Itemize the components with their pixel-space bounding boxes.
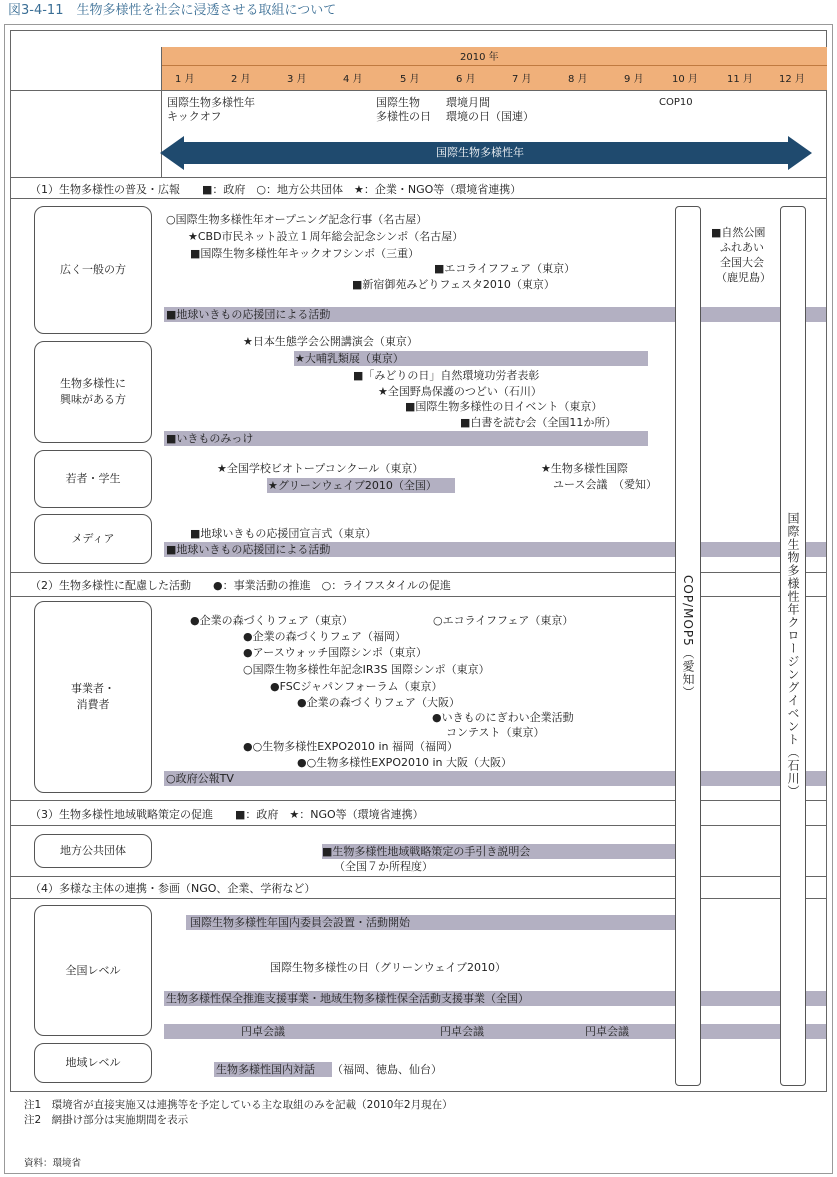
note: 注2 網掛け部分は実施期間を表示 — [24, 1114, 189, 1126]
event-item: ■「みどりの日」自然環境功労者表彰 — [353, 369, 540, 382]
event-item: ★大哺乳類展（東京） — [295, 352, 404, 365]
event-item: ●企業の森づくりフェア（東京） — [190, 614, 354, 627]
event-item: ■エコライフフェア（東京） — [434, 262, 576, 275]
row-label-business: 事業者・ 消費者 — [34, 601, 152, 793]
event-item: （全国７か所程度） — [334, 860, 433, 873]
event-item: ●○生物多様性EXPO2010 in 福岡（福岡） — [243, 740, 458, 753]
event-item: ■生物多様性地域戦略策定の手引き説明会 — [322, 845, 531, 858]
event-kickoff: キックオフ — [167, 110, 222, 123]
event-item: ★全国野鳥保護のつどい（石川） — [378, 385, 542, 398]
event-item: （鹿児島） — [716, 271, 771, 284]
event-item: （福岡、徳島、仙台） — [332, 1063, 442, 1076]
event-item: ■白書を読む会（全国11か所） — [460, 416, 617, 429]
event-item: 円卓会議 — [585, 1025, 629, 1038]
event-item: ★グリーンウェイブ2010（全国） — [268, 479, 437, 492]
section-heading: （2）生物多様性に配慮した活動 ●：事業活動の推進 ○：ライフスタイルの促進 — [30, 579, 451, 592]
event-item: ふれあい — [720, 241, 764, 254]
month-label: 4 月 — [343, 74, 363, 85]
month-label: 11 月 — [727, 74, 753, 85]
event-item: ■新宿御苑みどりフェスタ2010（東京） — [352, 278, 555, 291]
month-label: 7 月 — [512, 74, 532, 85]
event-item: ●いきものにぎわい企業活動 — [432, 711, 574, 724]
section-heading: （3）生物多様性地域戦略策定の促進 ■：政府 ★：NGO等（環境省連携） — [30, 808, 424, 821]
event-item: ○エコライフフェア（東京） — [433, 614, 574, 627]
event-item: 生物多様性国内対話 — [216, 1063, 315, 1076]
event-item: ○国際生物多様性年記念IR3S 国際シンポ（東京） — [243, 663, 490, 676]
row-label-media: メディア — [34, 514, 152, 564]
event-item: ●企業の森づくりフェア（大阪） — [297, 696, 461, 709]
row-label-local-gov: 地方公共団体 — [34, 834, 152, 868]
event-item: ○国際生物多様性年オープニング記念行事（名古屋） — [166, 213, 428, 226]
event-item: 生物多様性保全推進支援事業・地域生物多様性保全活動支援事業（全国） — [166, 992, 529, 1005]
month-label: 8 月 — [568, 74, 588, 85]
section-heading: （4）多様な主体の連携・参画（NGO、企業、学術など） — [30, 882, 316, 895]
month-label: 6 月 — [456, 74, 476, 85]
event-env-month: 環境月間 — [446, 96, 490, 109]
source-note: 資料：環境省 — [24, 1158, 82, 1169]
event-item: 全国大会 — [720, 256, 764, 269]
event-item: ■地球いきもの応援団による活動 — [166, 308, 331, 321]
event-item: ★CBD市民ネット設立１周年総会記念シンポ（名古屋） — [188, 230, 464, 243]
event-item: ●○生物多様性EXPO2010 in 大阪（大阪） — [297, 756, 512, 769]
event-item: ■地球いきもの応援団による活動 — [166, 543, 331, 556]
event-item: ★日本生態学会公開講演会（東京） — [243, 335, 418, 348]
event-biodiversity-day: 多様性の日 — [376, 110, 431, 123]
event-biodiversity-day: 国際生物 — [376, 96, 420, 109]
row-label-regional: 地域レベル — [34, 1043, 152, 1083]
event-cop10: COP10 — [659, 97, 693, 108]
event-item: 円卓会議 — [440, 1025, 484, 1038]
row-label-youth: 若者・学生 — [34, 450, 152, 508]
month-label: 1 月 — [175, 74, 195, 85]
closing-event-label: 国際生物多様性年クロージングイベント（石川） — [786, 512, 800, 798]
event-item: ●アースウォッチ国際シンポ（東京） — [243, 646, 428, 659]
event-item: 円卓会議 — [241, 1025, 285, 1038]
row-label-general: 広く一般の方 — [34, 206, 152, 334]
note: 注1 環境省が直接実施又は連携等を予定している主な取組のみを記載（2010年2月現在） — [24, 1099, 453, 1111]
month-label: 10 月 — [672, 74, 698, 85]
year-label: 2010 年 — [460, 52, 499, 63]
event-item: ★生物多様性国際 — [541, 462, 628, 475]
event-item: 国際生物多様性年国内委員会設置・活動開始 — [190, 916, 410, 929]
month-label: 2 月 — [231, 74, 251, 85]
event-kickoff: 国際生物多様性年 — [167, 96, 255, 109]
event-item: ●企業の森づくりフェア（福岡） — [243, 630, 407, 643]
event-item: ■自然公園 — [711, 226, 766, 239]
row-label-national: 全国レベル — [34, 905, 152, 1036]
month-label: 3 月 — [287, 74, 307, 85]
event-item: ■地球いきもの応援団宣言式（東京） — [190, 527, 377, 540]
figure-title: 図3-4-11 生物多様性を社会に浸透させる取組について — [8, 3, 337, 18]
event-item: ■いきものみっけ — [166, 432, 254, 445]
row-label-interested: 生物多様性に 興味がある方 — [34, 341, 152, 443]
year-arrow-label: 国際生物多様性年 — [436, 146, 524, 159]
event-item: コンテスト（東京） — [446, 726, 545, 739]
event-env-month: 環境の日（国連） — [446, 110, 534, 123]
section-heading: （1）生物多様性の普及・広報 ■：政府 ○：地方公共団体 ★：企業・NGO等（環境省連携） — [30, 183, 522, 196]
event-item: 国際生物多様性の日（グリーンウェイブ2010） — [270, 961, 507, 974]
event-item: ■国際生物多様性年キックオフシンポ（三重） — [190, 247, 420, 260]
period-bar — [164, 771, 826, 786]
event-item: ユース会議 （愛知） — [553, 478, 657, 491]
month-label: 12 月 — [779, 74, 805, 85]
event-item: ○政府公報TV — [166, 772, 234, 785]
month-label: 9 月 — [624, 74, 644, 85]
event-item: ●FSCジャパンフォーラム（東京） — [270, 680, 443, 693]
cop-mop5-label: COP/MOP5（愛知） — [681, 575, 695, 699]
event-item: ★全国学校ビオトープコンクール（東京） — [217, 462, 424, 475]
event-item: ■国際生物多様性の日イベント（東京） — [405, 400, 603, 413]
month-label: 5 月 — [400, 74, 420, 85]
